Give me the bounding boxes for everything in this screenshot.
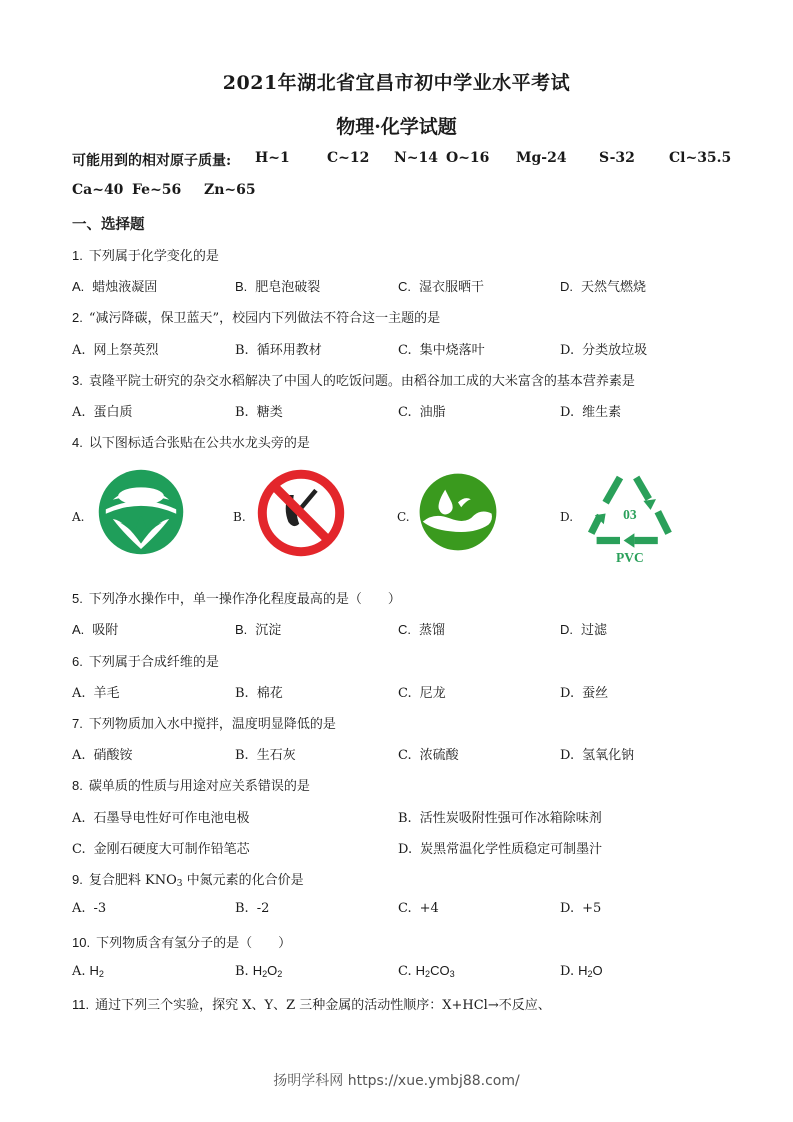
question-2-options — [72, 339, 732, 359]
option-c-label[interactable]: C. — [397, 510, 410, 524]
option-b[interactable]: B. 循环用教材 — [235, 343, 322, 358]
mass-cl: Cl~35.5 — [669, 150, 732, 166]
option-a[interactable]: A. 硝酸铵 — [72, 748, 133, 763]
section-heading: 一、选择题 — [72, 216, 145, 233]
pvc-recycling-icon[interactable] — [584, 468, 674, 568]
question-1: 1. 下列属于化学变化的是 — [72, 248, 219, 264]
option-c[interactable]: C. 蒸馏 — [398, 622, 446, 638]
option-d[interactable]: D. +5 — [560, 901, 602, 916]
option-b[interactable]: B. 糖类 — [235, 405, 283, 420]
option-d-label[interactable]: D. — [560, 510, 574, 524]
option-b[interactable]: B. -2 — [235, 901, 270, 916]
option-c[interactable]: C. 集中烧落叶 — [398, 343, 485, 358]
svg-text:PVC: PVC — [616, 550, 644, 566]
svg-text:03: 03 — [623, 506, 637, 522]
question-3-options — [72, 401, 732, 421]
mass-n: N~14 — [394, 150, 439, 166]
option-b-label[interactable]: B. — [233, 510, 246, 524]
question-10: 10. 下列物质含有氢分子的是（ ） — [72, 935, 292, 951]
question-8: 8. 碳单质的性质与用途对应关系错误的是 — [72, 778, 310, 794]
question-6-options — [72, 682, 732, 702]
question-text: 以下图标适合张贴在公共水龙头旁的是 — [88, 436, 310, 451]
option-b[interactable]: B. 生石灰 — [235, 748, 296, 763]
question-2: 2. “减污降碳，保卫蓝天”，校园内下列做法不符合这一主题的是 — [72, 310, 441, 326]
question-text: 碳单质的性质与用途对应关系错误的是 — [88, 779, 310, 794]
question-5: 5. 下列净水操作中，单一操作净化程度最高的是（ ） — [72, 591, 401, 607]
option-a[interactable]: A. 蜡烛液凝固 — [72, 279, 158, 295]
option-d[interactable]: D. 天然气燃烧 — [560, 279, 647, 295]
option-c[interactable]: C. $H_2CO_3$ — [398, 963, 455, 979]
option-a[interactable]: A. 蛋白质 — [72, 405, 133, 420]
mass-zn: Zn~65 — [204, 182, 256, 198]
question-8-options-row-1 — [72, 807, 732, 827]
no-open-flame-icon[interactable] — [256, 468, 346, 558]
option-d[interactable]: D. 分类放垃圾 — [560, 343, 648, 358]
option-a[interactable]: A. 吸附 — [72, 622, 119, 638]
mass-h: H~1 — [255, 150, 290, 166]
option-d[interactable]: D. 维生素 — [560, 405, 622, 420]
question-11: 11. 通过下列三个实验，探究 X、Y、Z 三种金属的活动性顺序：X+HCl→不反应、 — [72, 997, 551, 1013]
question-4: 4. 以下图标适合张贴在公共水龙头旁的是 — [72, 435, 310, 451]
atomic-masses-line-1 — [72, 150, 732, 170]
mass-ca: Ca~40 — [72, 182, 124, 198]
question-7-options — [72, 744, 732, 764]
option-b[interactable]: B. 沉淀 — [235, 622, 282, 638]
mass-c: C~12 — [327, 150, 370, 166]
option-b[interactable]: B. 棉花 — [235, 686, 283, 701]
question-8-options-row-2 — [72, 838, 732, 858]
option-a[interactable]: A. 网上祭英烈 — [72, 343, 159, 358]
option-b[interactable]: B. 肥皂泡破裂 — [235, 279, 321, 295]
option-a[interactable]: A. 石墨导电性好可作电池电极 — [72, 811, 250, 826]
option-d[interactable]: D. $H_2O$ — [560, 963, 603, 979]
question-9-options — [72, 901, 732, 921]
exam-title: 2021年湖北省宜昌市初中学业水平考试 — [222, 72, 571, 94]
atomic-masses-label: 可能用到的相对原子质量: — [72, 153, 232, 169]
question-text: 下列物质含有氢分子的是（ ） — [96, 936, 292, 951]
question-1-options — [72, 276, 732, 296]
option-c[interactable]: C. 金刚石硬度大可制作铅笔芯 — [72, 842, 250, 857]
question-text: 下列物质加入水中搅拌，温度明显降低的是 — [88, 717, 336, 732]
mass-mg: Mg-24 — [516, 150, 567, 166]
mass-o: O~16 — [446, 150, 490, 166]
atomic-masses-line-2 — [72, 182, 372, 202]
question-text: “减污降碳，保卫蓝天”，校园内下列做法不符合这一主题的是 — [88, 311, 441, 326]
question-3: 3. 袁隆平院士研究的杂交水稻解决了中国人的吃饭问题。由稻谷加工成的大米富含的基本营养素是 — [72, 373, 635, 389]
question-text: 下列属于化学变化的是 — [88, 249, 219, 264]
option-c[interactable]: C. 尼龙 — [398, 686, 446, 701]
option-c[interactable]: C. 浓硫酸 — [398, 748, 459, 763]
option-a[interactable]: A. -3 — [72, 901, 107, 916]
option-d[interactable]: D. 氢氧化钠 — [560, 748, 635, 763]
green-food-label-icon[interactable] — [97, 468, 185, 556]
option-a[interactable]: A. $H_2$ — [72, 963, 104, 979]
option-d[interactable]: D. 蚕丝 — [560, 686, 609, 701]
water-saving-icon[interactable] — [418, 472, 498, 552]
mass-fe: Fe~56 — [132, 182, 182, 198]
mass-s: S-32 — [599, 150, 635, 166]
question-7: 7. 下列物质加入水中搅拌，温度明显降低的是 — [72, 716, 336, 732]
question-9: 9. 复合肥料 $KNO_3$ 中氮元素的化合价是 — [72, 872, 304, 889]
question-10-options — [72, 963, 732, 983]
option-b[interactable]: B. 活性炭吸附性强可作冰箱除味剂 — [398, 811, 602, 826]
question-text: 袁隆平院士研究的杂交水稻解决了中国人的吃饭问题。由稻谷加工成的大米富含的基本营养素是 — [88, 374, 635, 389]
option-a[interactable]: A. 羊毛 — [72, 686, 120, 701]
question-text: 下列属于合成纤维的是 — [88, 655, 219, 670]
question-4-options — [72, 468, 712, 568]
option-d[interactable]: D. 炭黑常温化学性质稳定可制墨汁 — [398, 842, 603, 857]
question-text: 通过下列三个实验，探究 X、Y、Z 三种金属的活动性顺序：X+HCl→不反应、 — [95, 998, 551, 1013]
footer-watermark: 扬明学科网 https://xue.ymbj88.com/ — [273, 1073, 520, 1089]
option-c[interactable]: C. 湿衣服晒干 — [398, 279, 485, 295]
question-5-options — [72, 619, 732, 639]
option-c[interactable]: C. +4 — [398, 901, 439, 916]
option-d[interactable]: D. 过滤 — [560, 622, 608, 638]
option-c[interactable]: C. 油脂 — [398, 405, 446, 420]
option-a-label[interactable]: A. — [72, 510, 85, 524]
exam-subtitle: 物理·化学试题 — [336, 116, 457, 138]
option-b[interactable]: B. $H_2O_2$ — [235, 963, 283, 979]
question-text: 下列净水操作中，单一操作净化程度最高的是（ ） — [88, 592, 401, 607]
question-6: 6. 下列属于合成纤维的是 — [72, 654, 219, 670]
